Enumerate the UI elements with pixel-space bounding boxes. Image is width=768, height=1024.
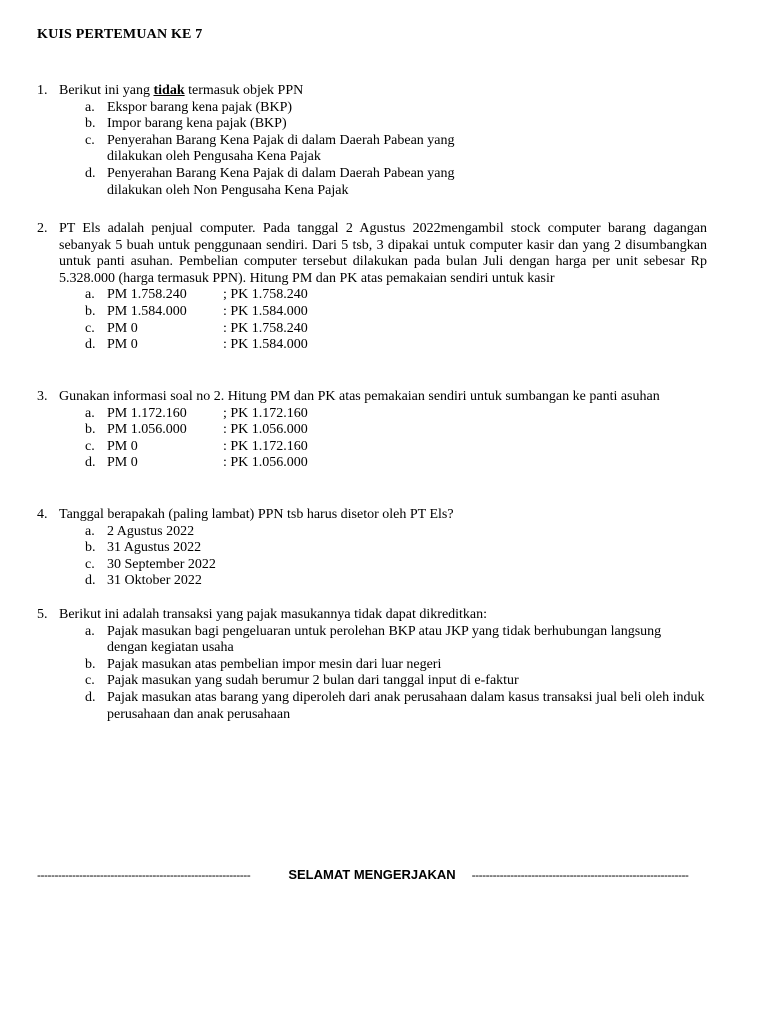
option-b bbox=[85, 657, 707, 674]
question-2 bbox=[37, 221, 707, 354]
option-letter: d. bbox=[85, 455, 96, 471]
option-letter: c. bbox=[85, 673, 95, 689]
question-text: PT Els adalah penjual computer. Pada tanggal 2 Agustus 2022mengambil stock computer barang dagangan sebanyak 5 buah untuk penggunaan sendiri. Dari 5 tsb, 3 dipakai untuk computer kasir dan yang 2 disumbangkan untuk panti asuhan. Pembelian computer tersebut dilakukan pada bulan Juli dengan harga per unit sebesar Rp 5.328.000 (harga termasuk PPN). Hitung PM dan PK atas pemakaian sendiri untuk kasir bbox=[59, 221, 707, 286]
option-pm: PM 0 bbox=[107, 455, 138, 471]
option-list bbox=[85, 406, 707, 472]
option-a bbox=[85, 287, 707, 304]
option-letter: a. bbox=[85, 99, 95, 115]
footer-right-dashes: -------------------------------------------------------------- bbox=[471, 867, 689, 882]
option-text: Penyerahan Barang Kena Pajak di dalam Daerah Pabean yang dilakukan oleh Pengusaha Kena Pajak bbox=[107, 132, 455, 165]
option-letter: a. bbox=[85, 287, 95, 303]
option-letter: d. bbox=[85, 573, 96, 589]
option-text: Pajak masukan yang sudah berumur 2 bulan dari tanggal input di e-faktur bbox=[107, 673, 519, 689]
question-number: 3. bbox=[37, 389, 48, 404]
footer bbox=[37, 867, 707, 882]
question-number: 2. bbox=[37, 221, 48, 236]
quiz-title: KUIS PERTEMUAN KE 7 bbox=[37, 27, 203, 42]
option-pm: PM 0 bbox=[107, 337, 138, 353]
question-3 bbox=[37, 389, 707, 472]
option-text: 31 Agustus 2022 bbox=[107, 540, 202, 556]
option-d bbox=[85, 690, 707, 723]
question-emphasis: tidak bbox=[153, 83, 185, 98]
option-text: Pajak masukan bagi pengeluaran untuk perolehan BKP atau JKP yang tidak berhubungan langsung dengan kegiatan usaha bbox=[107, 623, 662, 656]
option-pm: PM 0 bbox=[107, 438, 138, 454]
option-letter: c. bbox=[85, 438, 95, 454]
option-d bbox=[85, 455, 707, 472]
option-b bbox=[85, 422, 707, 439]
option-d bbox=[85, 166, 707, 199]
option-text: 2 Agustus 2022 bbox=[107, 523, 195, 539]
question-number: 1. bbox=[37, 83, 48, 98]
question-4 bbox=[37, 507, 707, 590]
option-letter: d. bbox=[85, 337, 96, 353]
option-b bbox=[85, 116, 707, 133]
question-1 bbox=[37, 83, 707, 199]
option-text: 31 Oktober 2022 bbox=[107, 573, 202, 589]
footer-text: SELAMAT MENGERJAKAN bbox=[288, 867, 456, 882]
question-text bbox=[59, 83, 707, 100]
option-c bbox=[85, 557, 707, 574]
option-letter: d. bbox=[85, 165, 96, 181]
option-a bbox=[85, 100, 707, 117]
option-pm: PM 1.172.160 bbox=[107, 405, 187, 421]
option-pk: : PK 1.758.240 bbox=[223, 320, 308, 336]
option-letter: b. bbox=[85, 303, 96, 319]
option-pk: : PK 1.584.000 bbox=[223, 303, 308, 319]
option-text: Ekspor barang kena pajak (BKP) bbox=[107, 99, 293, 115]
question-text-part: termasuk objek PPN bbox=[184, 83, 304, 98]
option-list bbox=[85, 100, 707, 200]
option-list bbox=[85, 624, 707, 724]
question-5 bbox=[37, 607, 707, 723]
option-c bbox=[85, 673, 707, 690]
option-text: 30 September 2022 bbox=[107, 556, 216, 572]
option-pk: : PK 1.584.000 bbox=[223, 337, 308, 353]
option-letter: b. bbox=[85, 540, 96, 556]
option-pk: ; PK 1.172.160 bbox=[223, 405, 308, 421]
option-pk: : PK 1.056.000 bbox=[223, 455, 308, 471]
option-text: Impor barang kena pajak (BKP) bbox=[107, 116, 287, 132]
footer-left-dashes: ------------------------------------------------------------- bbox=[37, 867, 251, 882]
option-pk: ; PK 1.758.240 bbox=[223, 287, 308, 303]
option-c bbox=[85, 321, 707, 338]
option-letter: b. bbox=[85, 656, 96, 672]
question-number: 4. bbox=[37, 507, 48, 522]
option-letter: b. bbox=[85, 422, 96, 438]
option-d bbox=[85, 573, 707, 590]
option-a bbox=[85, 524, 707, 541]
option-c bbox=[85, 439, 707, 456]
option-a bbox=[85, 406, 707, 423]
option-d bbox=[85, 337, 707, 354]
option-text: Pajak masukan atas barang yang diperoleh dari anak perusahaan dalam kasus transaksi jual beli oleh induk perusahaan dan anak perusahaan bbox=[107, 689, 705, 722]
option-pm: PM 0 bbox=[107, 320, 138, 336]
option-text: Penyerahan Barang Kena Pajak di dalam Daerah Pabean yang dilakukan oleh Non Pengusaha Kena Pajak bbox=[107, 165, 455, 198]
option-letter: a. bbox=[85, 405, 95, 421]
option-letter: d. bbox=[85, 689, 96, 705]
option-pm: PM 1.584.000 bbox=[107, 303, 187, 319]
option-b bbox=[85, 540, 707, 557]
option-b bbox=[85, 304, 707, 321]
option-list bbox=[85, 287, 707, 353]
option-letter: c. bbox=[85, 320, 95, 336]
question-text: Berikut ini adalah transaksi yang pajak masukannya tidak dapat dikreditkan: bbox=[59, 607, 488, 622]
option-letter: b. bbox=[85, 116, 96, 132]
question-number: 5. bbox=[37, 607, 48, 622]
option-pm: PM 1.758.240 bbox=[107, 287, 187, 303]
option-letter: a. bbox=[85, 623, 95, 639]
option-c bbox=[85, 133, 707, 166]
option-letter: c. bbox=[85, 556, 95, 572]
option-text: Pajak masukan atas pembelian impor mesin dari luar negeri bbox=[107, 656, 442, 672]
option-letter: a. bbox=[85, 523, 95, 539]
option-pk: : PK 1.172.160 bbox=[223, 438, 308, 454]
option-list bbox=[85, 524, 707, 590]
option-a bbox=[85, 624, 707, 657]
question-text: Gunakan informasi soal no 2. Hitung PM dan PK atas pemakaian sendiri untuk sumbangan ke panti asuhan bbox=[59, 389, 660, 404]
option-pm: PM 1.056.000 bbox=[107, 422, 187, 438]
question-text-part: Berikut ini yang bbox=[59, 83, 154, 98]
option-pk: : PK 1.056.000 bbox=[223, 422, 308, 438]
option-letter: c. bbox=[85, 132, 95, 148]
question-text: Tanggal berapakah (paling lambat) PPN tsb harus disetor oleh PT Els? bbox=[59, 507, 454, 522]
